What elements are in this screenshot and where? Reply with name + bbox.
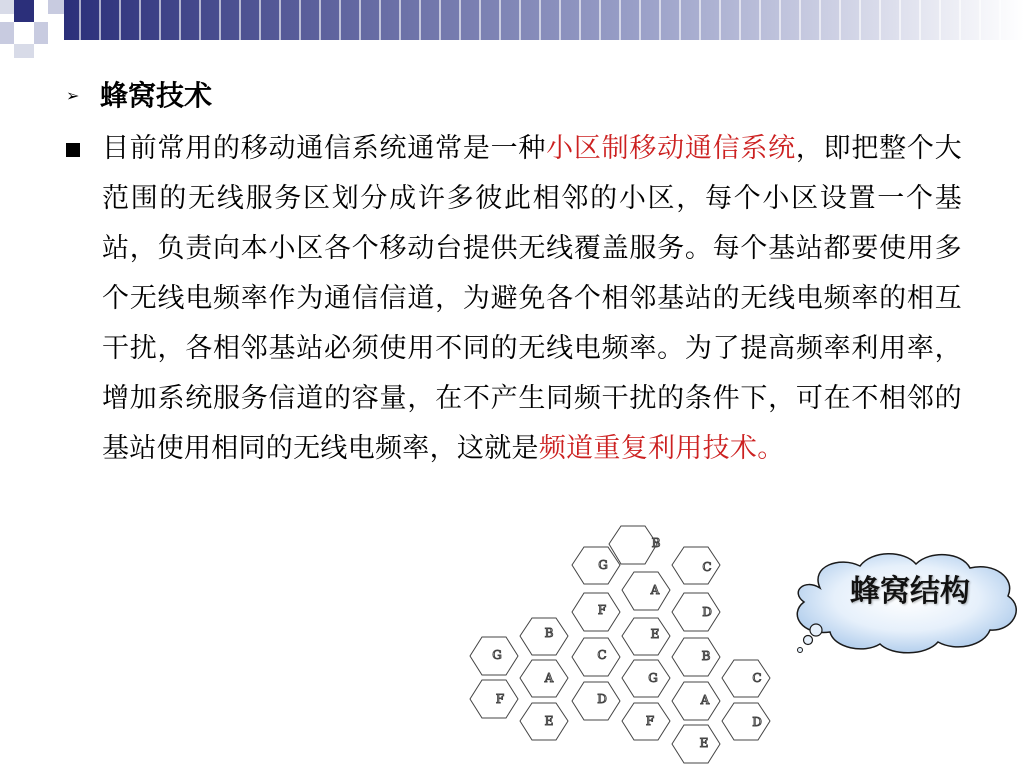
hex-cell [672, 547, 720, 584]
hexagon-cell-diagram [460, 520, 800, 768]
cell-label: D [702, 605, 712, 619]
highlight-cellular-system: 小区制移动通信系统 [546, 133, 796, 164]
cell-label: B [651, 536, 661, 550]
hex-cell [672, 638, 720, 676]
cell-label: B [544, 626, 554, 640]
paragraph-text [102, 124, 962, 474]
hex-cell [722, 703, 770, 740]
slide-heading: 蜂窝技术 [100, 79, 213, 112]
heading-bullet [66, 72, 212, 120]
arrow-bullet-icon: ➢ [66, 86, 80, 105]
cell-label: C [752, 671, 762, 685]
cell-label: D [597, 692, 607, 706]
cell-label: B [701, 649, 711, 663]
hex-cell [572, 638, 620, 676]
hex-cell [572, 682, 620, 720]
cell-label: E [544, 714, 554, 728]
header-decoration [0, 0, 1024, 60]
hex-cell [622, 618, 670, 655]
hex-cell [470, 680, 518, 718]
cell-label: A [544, 671, 554, 685]
cell-label: E [699, 736, 709, 750]
hex-cell [572, 547, 620, 584]
paragraph-part1: 目前常用的移动通信系统通常是一种 [102, 133, 547, 164]
hex-cell [470, 637, 518, 675]
cell-label: F [495, 692, 505, 706]
cell-label: F [597, 603, 607, 617]
hex-cell [722, 660, 770, 697]
hex-cell [520, 703, 568, 740]
hex-cell [622, 660, 670, 697]
hex-cell [672, 682, 720, 720]
cell-label: G [492, 648, 502, 662]
paragraph-part2: ，即把整个大范围的无线服务区划分成许多彼此相邻的小区，每个小区设置一个基站，负责向本小区各个移动台提供无线覆盖服务。每个基站都要使用多个无线电频率作为通信信道，为避免各个相邻基站的无线电频率的相互干扰，各相邻基站必须使用不同的无线电频率。为了提高频率利用率，增加系统服务信道的容量，在不产生同频干扰的条件下，可在不相邻的基站使用相同的无线电频率，这就是 [102, 133, 962, 464]
cell-label: E [650, 627, 660, 641]
hex-cell [622, 703, 670, 740]
cell-label: F [645, 714, 655, 728]
cell-label: A [700, 693, 710, 707]
cell-label: C [702, 560, 712, 574]
cell-label: C [597, 648, 607, 662]
hex-cell [672, 593, 720, 631]
square-bullet-icon [66, 143, 80, 157]
body-paragraph [66, 124, 966, 474]
hex-cell [609, 526, 661, 564]
cell-label: A [650, 583, 660, 597]
highlight-frequency-reuse: 频道重复利用技术。 [538, 433, 785, 464]
cell-label: G [648, 671, 658, 685]
hex-cell [520, 660, 568, 697]
cell-label: G [598, 558, 608, 572]
hex-cell [572, 593, 620, 631]
hex-cell [672, 725, 720, 763]
callout-text: 蜂窝结构 [850, 574, 970, 609]
cell-label: D [752, 715, 762, 729]
hex-cell [622, 572, 670, 610]
hex-cell [520, 618, 568, 655]
